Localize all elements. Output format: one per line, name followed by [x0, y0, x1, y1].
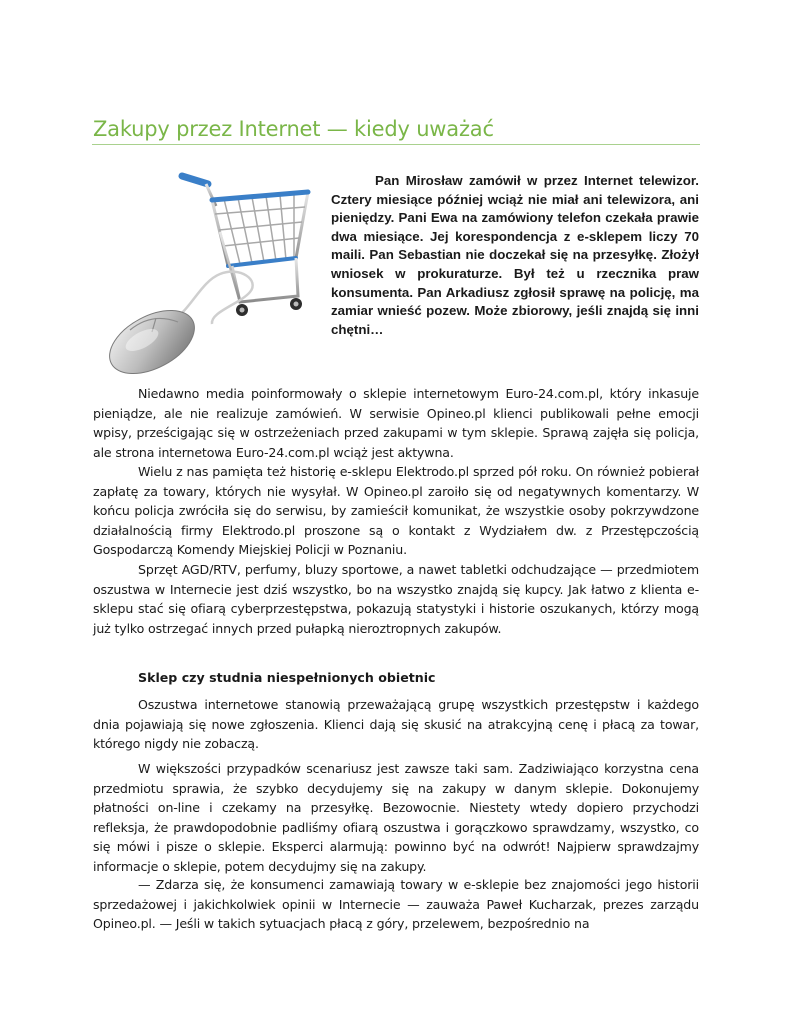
- paragraph-quote: — Zdarza się, że konsumenci zamawiają towary w e-sklepie bez znajomości jego historii sprzedażowej i jakichkolwiek opinii w Internecie — zauważa Paweł Kucharzak, prezes zarządu Opineo.pl. — Jeśli w takich sytuacjach płacą z góry, przelewem, bezpośrednio na: [93, 877, 699, 931]
- paragraph-euro24: Niedawno media poinformowały o sklepie internetowym Euro-24.com.pl, który inkasuje pieniądze, ale nie realizuje zamówień. W serwisie Opineo.pl klienci publikowali pełne emocji wpisy, prześcigając się w ostrzeżeniach przed zakupami w tym sklepie. Sprawą zajęła się policja, ale strona internetowa Euro-24.com.pl wciąż jest aktywna.: [93, 386, 699, 460]
- paragraph-elektrodo: Wielu z nas pamięta też historię e-sklepu Elektrodo.pl sprzed pół roku. On również pobierał zapłatę za towary, których nie wysyłał. W Opineo.pl zaroiło się od negatywnych komentarzy. W końcu policja zwróciła się do serwisu, by zamieścił komunikat, że wszystkie osoby pokrzywdzone działalnością firmy Elektrodo.pl proszone są o kontakt z Wydziałem dw. z Przestępczością Gospodarczą Komendy Miejskiej Policji w Poznaniu.: [93, 464, 699, 557]
- section-heading: Sklep czy studnia niespełnionych obietnic: [138, 670, 436, 685]
- cart-mouse-illustration: [100, 162, 330, 382]
- paragraph-scenario: W większości przypadków scenariusz jest zawsze taki sam. Zadziwiająco korzystna cena przedmiotu sprawia, że szybko decydujemy się na zakupy w danym sklepie. Dokonujemy płatności on-line i czekamy na przesyłkę. Bezowocnie. Niestety wtedy dopiero przychodzi refleksja, że prawdopodobnie padliśmy ofiarą oszustwa i gorączkowo sprawdzamy, wszystko, co się mówi i pisze o sklepie. Eksperci alarmują: powinno być na odwrót! Najpierw sprawdzajmy informacje o sklepie, potem decydujmy się na zakupy.: [93, 761, 699, 874]
- paragraph-fraud-stats: Oszustwa internetowe stanowią przeważającą grupę wszystkich przestępstw i każdego dnia pojawiają się nowe zgłoszenia. Klienci dają się skusić na atrakcyjną cenę i płacą za towar, którego nigdy nie zobaczą.: [93, 697, 699, 751]
- title-divider: [92, 144, 700, 145]
- paragraph-fraud-items: Sprzęt AGD/RTV, perfumy, bluzy sportowe, a nawet tabletki odchudzające — przedmiotem oszustwa w Internecie jest dziś wszystko, bo na wszystko znajdą się kupcy. Jak łatwo z klienta e-sklepu stać się ofiarą cyberprzestępstwa, pokazują statystyki i historie oszukanych, którzy mogą już tylko ostrzegać innych przed pułapką nieroztropnych zakupów.: [93, 562, 699, 636]
- article-lead: Pan Mirosław zamówił w przez Internet telewizor. Cztery miesiące później wciąż nie miał ani telewizora, ani pieniędzy. Pani Ewa na zamówiony telefon czekała prawie dwa miesiące. Jej korespondencja z e-sklepem liczy 70 maili. Pan Sebastian nie doczekał się na przesyłkę. Złożył wniosek w prokuraturze. Był też u rzecznika praw konsumenta. Pan Arkadiusz zgłosił sprawę na policję, ma zamiar wnieść pozew. Może zbiorowy, jeśli znajdą się inni chętni…: [331, 173, 699, 337]
- page-title: Zakupy przez Internet — kiedy uważać: [93, 117, 494, 141]
- computer-mouse-icon: [100, 297, 205, 382]
